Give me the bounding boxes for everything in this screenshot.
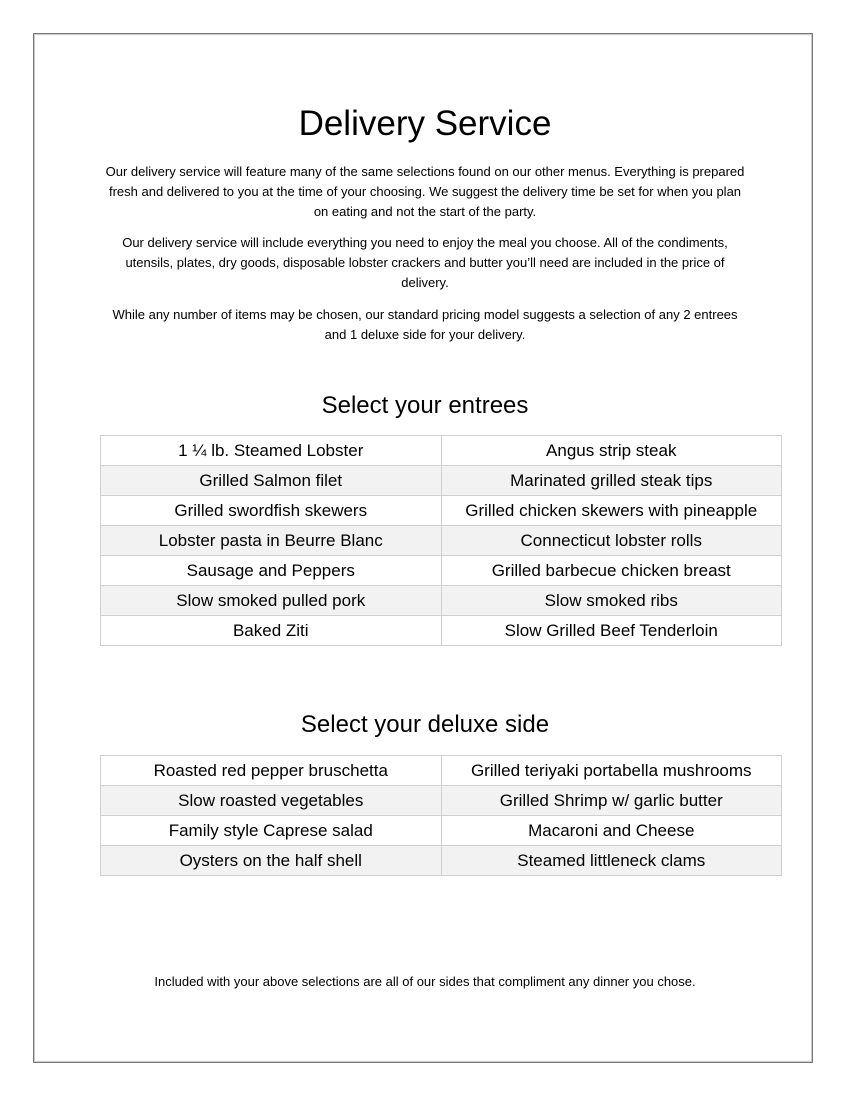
table-row <box>101 616 782 646</box>
table-cell: Baked Ziti <box>101 616 442 646</box>
table-row <box>101 846 782 876</box>
table-row <box>101 526 782 556</box>
table-row <box>101 586 782 616</box>
table-cell: 1 ¼ lb. Steamed Lobster <box>101 436 442 466</box>
entrees-table <box>100 435 782 646</box>
table-cell: Grilled teriyaki portabella mushrooms <box>441 756 782 786</box>
table-cell: Slow smoked ribs <box>441 586 782 616</box>
table-cell: Grilled Salmon filet <box>101 466 442 496</box>
sides-heading: Select your deluxe side <box>300 711 550 738</box>
table-row <box>101 816 782 846</box>
table-cell: Grilled barbecue chicken breast <box>441 556 782 586</box>
table-cell: Sausage and Peppers <box>101 556 442 586</box>
entrees-heading: Select your entrees <box>321 392 529 419</box>
table-cell: Grilled chicken skewers with pineapple <box>441 496 782 526</box>
page-title: Delivery Service <box>298 104 552 143</box>
table-cell: Slow Grilled Beef Tenderloin <box>441 616 782 646</box>
table-row <box>101 786 782 816</box>
table-cell: Roasted red pepper bruschetta <box>101 756 442 786</box>
table-cell: Slow roasted vegetables <box>101 786 442 816</box>
table-cell: Lobster pasta in Beurre Blanc <box>101 526 442 556</box>
table-cell: Connecticut lobster rolls <box>441 526 782 556</box>
table-cell: Angus strip steak <box>441 436 782 466</box>
table-row <box>101 756 782 786</box>
table-row <box>101 466 782 496</box>
table-cell: Family style Caprese salad <box>101 816 442 846</box>
table-row <box>101 436 782 466</box>
intro-paragraph: Our delivery service will feature many of the same selections found on our other menus. Everything is prepared fresh and delivered to you at the time of your choosing. We suggest the delivery time be set for when you plan on eating and not the start of the party. <box>105 164 745 219</box>
table-cell: Marinated grilled steak tips <box>441 466 782 496</box>
table-cell: Macaroni and Cheese <box>441 816 782 846</box>
table-cell: Grilled swordfish skewers <box>101 496 442 526</box>
table-cell: Oysters on the half shell <box>101 846 442 876</box>
table-cell: Grilled Shrimp w/ garlic butter <box>441 786 782 816</box>
table-row <box>101 556 782 586</box>
inclusions-paragraph: Our delivery service will include everything you need to enjoy the meal you choose. All of the condiments, utensils, plates, dry goods, disposable lobster crackers and butter you’ll need are included in the price of delivery. <box>122 235 728 290</box>
table-row <box>101 496 782 526</box>
footer-note: Included with your above selections are all of our sides that compliment any dinner you chose. <box>154 974 696 989</box>
pricing-paragraph: While any number of items may be chosen, our standard pricing model suggests a selection of any 2 entrees and 1 deluxe side for your delivery. <box>112 307 738 342</box>
table-cell: Steamed littleneck clams <box>441 846 782 876</box>
table-cell: Slow smoked pulled pork <box>101 586 442 616</box>
sides-table <box>100 755 782 876</box>
